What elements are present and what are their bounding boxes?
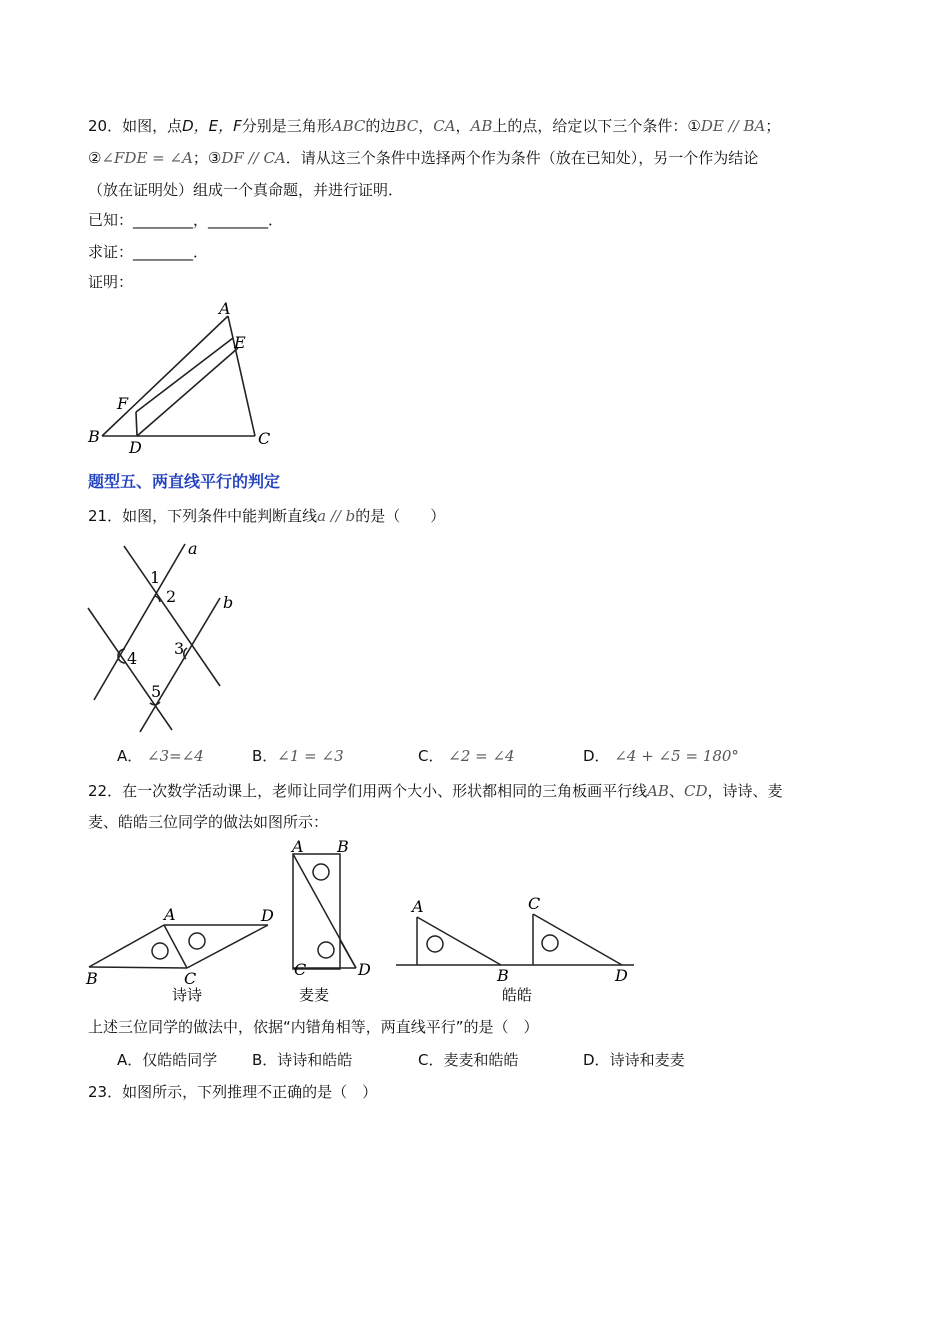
- maimai-label-A: A: [292, 837, 304, 856]
- label-F: F: [117, 394, 129, 413]
- haohao-hole-2: [542, 935, 558, 951]
- maimai-rect: [293, 854, 340, 969]
- triangle-abc: ABC: [331, 117, 366, 135]
- label-angle-5: 5: [151, 682, 162, 701]
- segment-de: [137, 348, 238, 436]
- label-angle-1: 1: [150, 568, 161, 587]
- label-angle-3: 3: [174, 639, 185, 658]
- label-D: D: [129, 438, 142, 457]
- label-C: C: [258, 429, 271, 448]
- shishi-line-dc: [187, 925, 268, 968]
- q21-option-b[interactable]: B．∠1 = ∠3: [252, 747, 344, 765]
- label-E: E: [234, 333, 246, 352]
- known-line: 已知：________，________．: [88, 211, 284, 229]
- shishi-label-A: A: [164, 905, 176, 924]
- label-A: A: [219, 299, 231, 318]
- proof-label: 证明：: [88, 273, 134, 291]
- maimai-hole-1: [313, 864, 329, 880]
- shishi-hole-1: [152, 943, 168, 959]
- q21-option-d[interactable]: D． ∠4 + ∠5 = 180°: [583, 747, 739, 765]
- maimai-hole-2: [318, 942, 334, 958]
- q22-methods-figure: [80, 836, 650, 1008]
- q22-option-b[interactable]: B．诗诗和皓皓: [252, 1051, 353, 1069]
- label-B: B: [88, 427, 100, 446]
- label-angle-2: 2: [166, 587, 177, 606]
- q22-option-a[interactable]: A．仅皓皓同学: [117, 1051, 218, 1069]
- side-ab: [102, 316, 228, 436]
- shishi-label-D: D: [261, 906, 274, 925]
- q22-question: 上述三位同学的做法中，依据“内错角相等，两直线平行”的是（ ）: [88, 1018, 539, 1036]
- maimai-label-B: B: [337, 837, 349, 856]
- caption-maimai: 麦麦: [299, 986, 330, 1004]
- shishi-label-C: C: [184, 969, 197, 988]
- q22-line2: 麦、皓皓三位同学的做法如图所示：: [88, 813, 329, 831]
- condition-1: DE // BA: [700, 117, 766, 135]
- transversal-2: [88, 608, 172, 730]
- q21-lines-figure: [80, 536, 260, 736]
- q23-stem: 23．如图所示，下列推理不正确的是（ ）: [88, 1083, 378, 1101]
- q20-line2: ②∠FDE = ∠A；③DF // CA．请从这三个条件中选择两个作为条件（放在已知处），另一个作为结论: [88, 149, 759, 167]
- haohao-tri1-hypotenuse: [417, 917, 501, 965]
- shishi-hole-2: [189, 933, 205, 949]
- q21-option-c[interactable]: C． ∠2 = ∠4: [418, 747, 515, 765]
- condition-3: DF // CA: [221, 149, 286, 167]
- q22-line1: 22．在一次数学活动课上，老师让同学们用两个大小、形状都相同的三角板画平行线AB、CD，诗诗、麦: [88, 782, 783, 800]
- label-line-b: b: [223, 593, 234, 612]
- caption-haohao: 皓皓: [502, 986, 533, 1004]
- maimai-right-edge: [340, 940, 356, 968]
- segment-fd: [136, 412, 137, 436]
- haohao-label-A: A: [412, 897, 424, 916]
- haohao-hole-1: [427, 936, 443, 952]
- shishi-line-ba: [89, 925, 164, 967]
- haohao-tri2-hypotenuse: [533, 914, 622, 965]
- maimai-label-C: C: [294, 960, 307, 979]
- q20-line1: 20．如图，点D，E，F分别是三角形ABC的边BC，CA，AB上的点，给定以下三个条件：①DE // BA；: [88, 117, 781, 135]
- haohao-label-C: C: [528, 894, 541, 913]
- q20-line3: （放在证明处）组成一个真命题，并进行证明．: [88, 181, 404, 199]
- haohao-label-D: D: [615, 966, 628, 985]
- shishi-line-bc: [89, 967, 187, 968]
- maimai-label-D: D: [358, 960, 371, 979]
- q22-option-c[interactable]: C．麦麦和皓皓: [418, 1051, 519, 1069]
- section-heading: 题型五、两直线平行的判定: [88, 472, 281, 491]
- caption-shishi: 诗诗: [172, 986, 203, 1004]
- q20-triangle-figure: [80, 296, 290, 458]
- q20-number: 20．: [88, 117, 123, 135]
- q22-option-d[interactable]: D．诗诗和麦麦: [583, 1051, 685, 1069]
- label-line-a: a: [188, 539, 198, 558]
- line-b: [140, 598, 220, 732]
- q20-points: D，E，F: [182, 117, 242, 135]
- q21-option-a[interactable]: A． ∠3=∠4: [117, 747, 204, 765]
- q21-stem: 21．如图，下列条件中能判断直线a // b的是（ ）: [88, 507, 446, 525]
- condition-2: ∠FDE = ∠A: [101, 149, 193, 167]
- segment-fe: [136, 338, 233, 412]
- prove-line: 求证：________．: [88, 243, 209, 261]
- shishi-label-B: B: [86, 969, 98, 988]
- label-angle-4: 4: [127, 649, 138, 668]
- haohao-label-B: B: [497, 966, 509, 985]
